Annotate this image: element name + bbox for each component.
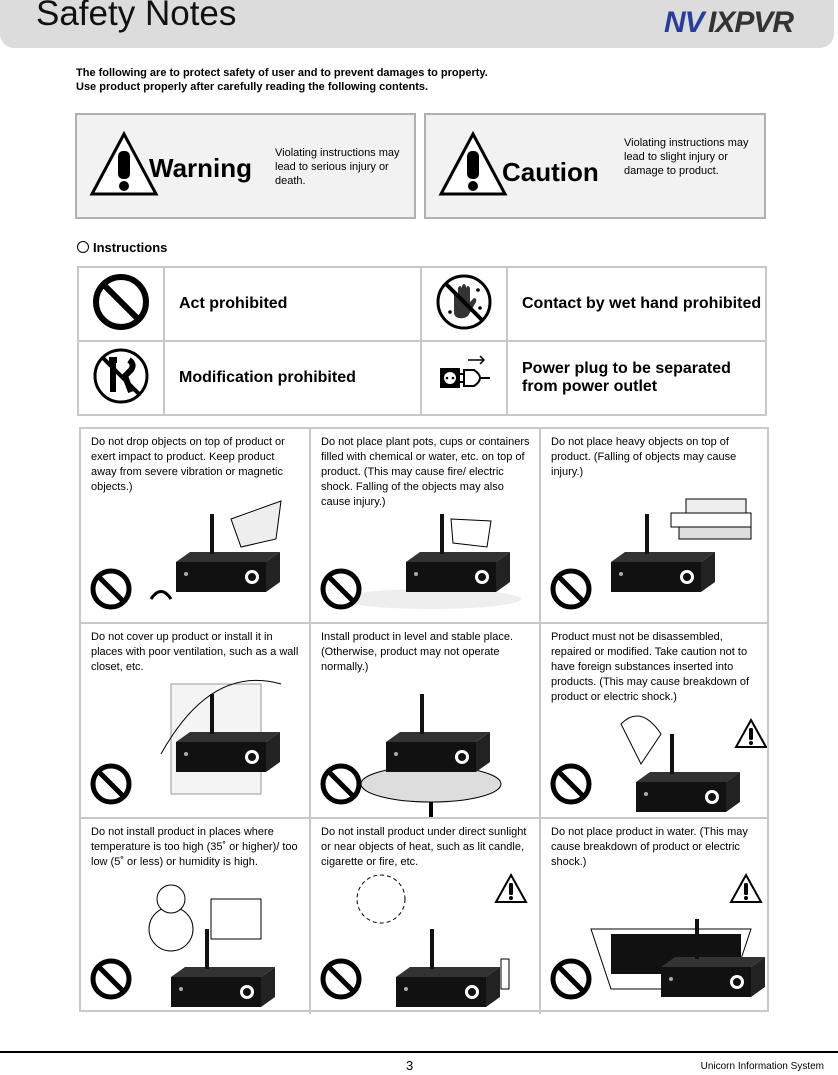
page-title: Safety Notes xyxy=(36,0,237,33)
modification-prohibited-icon xyxy=(91,346,151,406)
wet-hand-prohibited-icon xyxy=(434,272,494,332)
safety-note-cell xyxy=(311,819,541,1014)
safety-notes-grid xyxy=(79,427,769,1012)
footer-divider xyxy=(0,1051,838,1053)
caution-box xyxy=(424,113,766,219)
legend-label: Modification prohibited xyxy=(164,341,421,415)
prohibited-icon xyxy=(91,272,151,332)
safety-note-text: Do not place heavy objects on top of product. (Falling of objects may cause injury.) xyxy=(551,436,737,478)
caution-label: Caution xyxy=(502,157,599,187)
safety-note-cell xyxy=(311,624,541,819)
safety-note-text: Do not install product under direct sunlight or near objects of heat, such as lit candle, cigarette or fire, etc. xyxy=(321,826,527,868)
caution-desc: Violating instructions may lead to slight injury or damage to product. xyxy=(624,137,749,177)
safety-note-cell xyxy=(81,819,311,1014)
svg-text:NV: NV xyxy=(664,6,704,39)
caution-triangle-icon xyxy=(438,131,508,197)
safety-note-cell xyxy=(541,624,767,819)
page-number: 3 xyxy=(406,1058,414,1073)
legend-icon-cell xyxy=(421,267,507,341)
safety-note-cell xyxy=(541,819,767,1014)
intro-text xyxy=(76,66,488,94)
safety-note-text: Product must not be disassembled, repaired or modified. Take caution not to have foreign substances inserted into products. (This may cause breakdown of product or electric shock.) xyxy=(551,631,750,703)
circle-bullet-icon xyxy=(77,241,89,253)
brand-logo xyxy=(664,2,814,49)
warning-desc: Violating instructions may lead to serious injury or death. xyxy=(275,147,400,187)
safety-note-cell xyxy=(541,429,767,624)
unplug-icon xyxy=(434,346,494,406)
safety-note-cell xyxy=(311,429,541,624)
intro-line-1: The following are to protect safety of user and to prevent damages to property. xyxy=(76,67,488,79)
legend-icon-cell xyxy=(421,341,507,415)
instructions-legend xyxy=(77,266,767,416)
safety-note-cell xyxy=(81,624,311,819)
safety-note-text: Install product in level and stable place. (Otherwise, product may not operate normally.) xyxy=(321,631,514,673)
legend-icon-cell xyxy=(78,267,164,341)
safety-note-text: Do not place plant pots, cups or containers filled with chemical or water, etc. on top of product. (This may cause fire/ electric shock. Falling of the objects may also cause injury.) xyxy=(321,436,530,508)
intro-line-2: Use product properly after carefully reading the following contents. xyxy=(76,81,429,93)
company-name: Unicorn Information System xyxy=(700,1061,824,1072)
safety-note-text: Do not install product in places where temperature is too high (35˚ or higher)/ too low (5˚ or less) or humidity is high. xyxy=(91,826,298,868)
safety-note-text: Do not place product in water. (This may cause breakdown of product or electric shock.) xyxy=(551,826,748,868)
safety-note-cell xyxy=(81,429,311,624)
safety-note-text: Do not drop objects on top of product or exert impact to product. Keep product away from severe vibration or magnetic objects.) xyxy=(91,436,285,493)
instructions-heading: Instructions xyxy=(77,240,167,255)
legend-label: Act prohibited xyxy=(164,267,421,341)
legend-label: Contact by wet hand prohibited xyxy=(507,267,766,341)
safety-note-text: Do not cover up product or install it in places with poor ventilation, such as a wall closet, etc. xyxy=(91,631,299,673)
page-header xyxy=(0,0,834,48)
svg-text:IXPVR: IXPVR xyxy=(708,6,794,39)
legend-icon-cell xyxy=(78,341,164,415)
legend-label: Power plug to be separated from power outlet xyxy=(507,341,766,415)
warning-label: Warning xyxy=(149,153,253,183)
warning-box xyxy=(75,113,416,219)
